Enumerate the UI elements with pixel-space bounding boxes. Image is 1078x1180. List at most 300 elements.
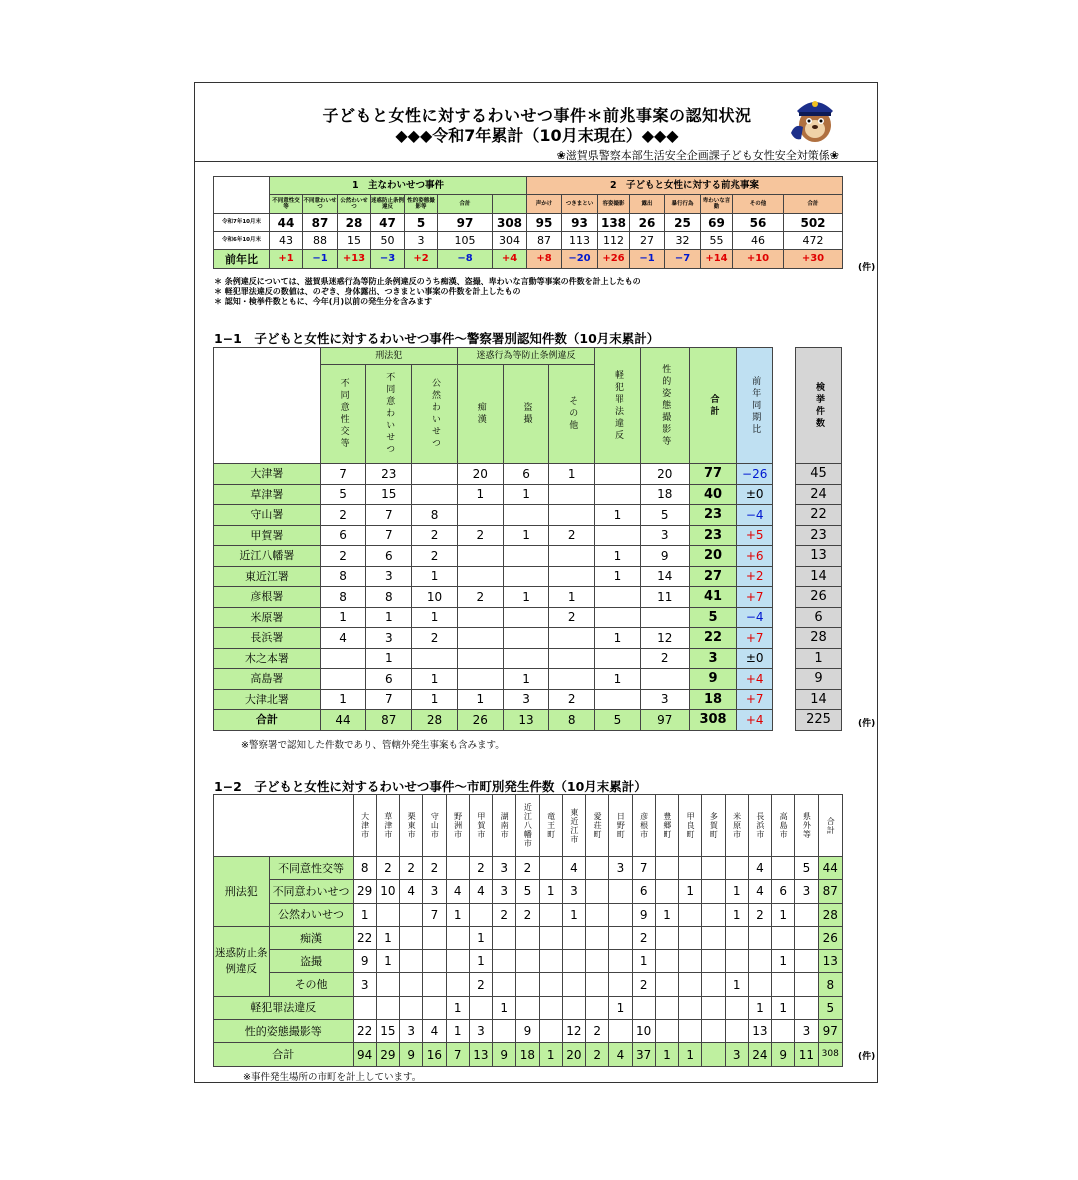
arrest-cell: 13 (796, 546, 842, 567)
summary-col-header: 合計 (784, 195, 843, 214)
city-cell (655, 973, 678, 996)
summary-group1: 1 主なわいせつ事件 (270, 177, 527, 195)
city-cell (679, 903, 702, 926)
city-cell: 5 (516, 880, 539, 903)
station-cell: 7 (320, 464, 366, 485)
summary-cell: 95 (527, 214, 562, 232)
station-cell: 1 (412, 607, 458, 628)
city-cell (400, 950, 423, 973)
station-name: 彦根署 (214, 587, 321, 608)
header-divider (195, 161, 877, 162)
summary-note: ＊ 軽犯罪法違反の数値は、のぞき、身体露出、つきまとい事案の件数を計上したもの (214, 287, 521, 296)
city-cell: 4 (748, 880, 771, 903)
station-total: 40 (689, 484, 737, 505)
station-name: 長浜署 (214, 628, 321, 649)
station-cell: 23 (366, 464, 412, 485)
station-cell: 5 (640, 505, 689, 526)
station-cell: 20 (640, 464, 689, 485)
city-header: 彦根市 (632, 795, 655, 857)
city-group-keiho: 刑法犯 (214, 857, 270, 927)
city-cell: 308 (818, 1043, 842, 1066)
summary-cell: 55 (701, 232, 733, 250)
city-cell (655, 1020, 678, 1043)
city-cell (725, 996, 748, 1019)
arrest-table (795, 347, 842, 731)
station-cell: 2 (412, 546, 458, 567)
city-header: 守山市 (423, 795, 446, 857)
group-keiho: 刑法犯 (320, 348, 457, 365)
city-cell (493, 926, 516, 949)
city-cell: 13 (818, 950, 842, 973)
station-cell: 1 (366, 648, 412, 669)
summary-col-header: 公然わいせつ (338, 195, 371, 214)
arrest-row (796, 505, 842, 526)
station-cell: 2 (320, 505, 366, 526)
summary-cell: 43 (270, 232, 303, 250)
city-cell (702, 996, 725, 1019)
station-cell: 1 (457, 689, 503, 710)
city-cell (748, 926, 771, 949)
station-cell (549, 484, 595, 505)
station-total: 22 (689, 628, 737, 649)
arrest-row (796, 587, 842, 608)
city-cell (679, 857, 702, 880)
arrest-row (796, 710, 842, 731)
station-name: 近江八幡署 (214, 546, 321, 567)
station-cell (549, 566, 595, 587)
city-cell: 1 (376, 926, 399, 949)
city-cell: 1 (725, 973, 748, 996)
section2-unit: (件) (858, 1052, 876, 1062)
summary-cell: +14 (701, 250, 733, 269)
city-header: 県外等 (795, 795, 818, 857)
station-row (214, 607, 773, 628)
station-yoy: ±0 (737, 648, 773, 669)
station-yoy: +4 (737, 710, 773, 731)
city-row-label: 合計 (214, 1043, 354, 1066)
summary-col-header: つきまとい (562, 195, 598, 214)
city-header: 合計 (818, 795, 842, 857)
city-cell: 5 (795, 857, 818, 880)
arrest-cell: 24 (796, 484, 842, 505)
city-cell: 4 (469, 880, 492, 903)
arrest-row (796, 566, 842, 587)
city-cell (655, 950, 678, 973)
station-cell (320, 669, 366, 690)
city-cell: 1 (632, 950, 655, 973)
summary-cell: 5 (405, 214, 438, 232)
summary-cell: 56 (733, 214, 784, 232)
station-name: 甲賀署 (214, 525, 321, 546)
city-header: 高島市 (772, 795, 795, 857)
city-row-label: 盗撮 (269, 950, 353, 973)
city-cell: 1 (772, 950, 795, 973)
summary-cell: +30 (784, 250, 843, 269)
city-cell: 1 (679, 880, 702, 903)
station-name: 草津署 (214, 484, 321, 505)
city-row (214, 880, 843, 903)
arrest-row (796, 689, 842, 710)
city-cell: 3 (609, 857, 632, 880)
city-cell: 6 (632, 880, 655, 903)
station-yoy: +4 (737, 669, 773, 690)
station-total: 9 (689, 669, 737, 690)
city-cell (702, 950, 725, 973)
city-row-label: 軽犯罪法違反 (214, 996, 354, 1019)
city-header: 栗東市 (400, 795, 423, 857)
city-cell (772, 857, 795, 880)
summary-row (214, 232, 843, 250)
station-cell: 8 (549, 710, 595, 731)
station-cell (595, 464, 641, 485)
city-cell: 18 (516, 1043, 539, 1066)
station-name: 合計 (214, 710, 321, 731)
station-yoy: +7 (737, 689, 773, 710)
summary-cell: −1 (630, 250, 665, 269)
station-cell: 3 (640, 689, 689, 710)
city-cell (516, 950, 539, 973)
station-total: 308 (689, 710, 737, 731)
city-cell: 3 (469, 1020, 492, 1043)
station-cell: 2 (549, 607, 595, 628)
page-subtitle: ◆◆◆令和7年累計（10月末現在）◆◆◆ (395, 126, 679, 145)
city-cell (493, 1020, 516, 1043)
city-cell: 2 (748, 903, 771, 926)
arrest-row (796, 669, 842, 690)
station-cell: 3 (640, 525, 689, 546)
page-title: 子どもと女性に対するわいせつ事件＊前兆事案の認知状況 (322, 106, 752, 125)
station-cell: 97 (640, 710, 689, 731)
city-row-label: 不同意わいせつ (269, 880, 353, 903)
city-cell: 4 (748, 857, 771, 880)
city-cell: 20 (562, 1043, 585, 1066)
station-cell: 1 (412, 669, 458, 690)
summary-col-header: 不同意性交等 (270, 195, 303, 214)
city-cell: 94 (353, 1043, 376, 1066)
station-cell (640, 669, 689, 690)
station-cell: 87 (366, 710, 412, 731)
station-yoy: +6 (737, 546, 773, 567)
city-cell (539, 857, 562, 880)
city-cell (586, 950, 609, 973)
section1-unit: (件) (858, 719, 876, 729)
city-cell (539, 996, 562, 1019)
summary-cell: 93 (562, 214, 598, 232)
station-cell: 5 (320, 484, 366, 505)
summary-cell: 69 (701, 214, 733, 232)
city-header: 愛荘町 (586, 795, 609, 857)
city-cell (446, 926, 469, 949)
summary-cell: −3 (371, 250, 405, 269)
station-cell: 8 (320, 587, 366, 608)
city-cell: 1 (679, 1043, 702, 1066)
city-cell (516, 926, 539, 949)
city-cell (562, 950, 585, 973)
group-meiwaku: 迷惑行為等防止条例違反 (457, 348, 594, 365)
city-cell (400, 996, 423, 1019)
station-cell: 2 (549, 525, 595, 546)
city-cell: 44 (818, 857, 842, 880)
city-cell: 1 (562, 903, 585, 926)
station-cell (549, 546, 595, 567)
station-yoy: ±0 (737, 484, 773, 505)
col-header: 不同意わいせつ (366, 365, 412, 464)
city-cell (562, 973, 585, 996)
station-cell (320, 648, 366, 669)
city-cell: 2 (493, 903, 516, 926)
city-cell (772, 973, 795, 996)
city-cell (748, 973, 771, 996)
city-cell: 4 (400, 880, 423, 903)
city-header: 甲良町 (679, 795, 702, 857)
city-cell (586, 903, 609, 926)
city-cell: 9 (516, 1020, 539, 1043)
city-row (214, 950, 843, 973)
station-total: 41 (689, 587, 737, 608)
summary-cell: 46 (733, 232, 784, 250)
city-header: 近江八幡市 (516, 795, 539, 857)
summary-row-label: 前年比 (214, 250, 270, 269)
station-cell: 1 (595, 546, 641, 567)
col-keihanzai: 軽犯罪法違反 (595, 348, 641, 464)
station-cell (503, 566, 549, 587)
city-cell (702, 903, 725, 926)
station-cell: 6 (366, 669, 412, 690)
col-header: その他 (549, 365, 595, 464)
city-header: 多賀町 (702, 795, 725, 857)
city-cell: 7 (423, 903, 446, 926)
city-cell: 10 (632, 1020, 655, 1043)
station-cell: 8 (366, 587, 412, 608)
city-cell: 2 (400, 857, 423, 880)
city-cell (376, 973, 399, 996)
col-header: 盗撮 (503, 365, 549, 464)
station-cell (549, 648, 595, 669)
city-cell: 7 (632, 857, 655, 880)
city-cell: 4 (423, 1020, 446, 1043)
summary-cell: 113 (562, 232, 598, 250)
city-cell (516, 973, 539, 996)
station-cell: 26 (457, 710, 503, 731)
city-row (214, 926, 843, 949)
summary-cell: 28 (338, 214, 371, 232)
city-cell: 29 (353, 880, 376, 903)
city-cell: 9 (632, 903, 655, 926)
city-cell (493, 973, 516, 996)
city-cell: 9 (772, 1043, 795, 1066)
station-cell: 3 (366, 628, 412, 649)
station-cell: 14 (640, 566, 689, 587)
station-cell: 7 (366, 505, 412, 526)
city-row-label: 性的姿態撮影等 (214, 1020, 354, 1043)
city-cell: 22 (353, 926, 376, 949)
city-cell (423, 926, 446, 949)
station-cell (503, 505, 549, 526)
station-total: 5 (689, 607, 737, 628)
city-cell (748, 950, 771, 973)
city-row (214, 996, 843, 1019)
arrest-cell: 14 (796, 566, 842, 587)
summary-row-label: 令和7年10月末 (214, 214, 270, 232)
city-corner (214, 795, 354, 857)
city-cell (702, 857, 725, 880)
city-cell (376, 996, 399, 1019)
city-cell: 1 (772, 996, 795, 1019)
summary-col-header: 暴行行為 (665, 195, 701, 214)
station-cell: 13 (503, 710, 549, 731)
summary-col-header: 卑わいな言動 (701, 195, 733, 214)
station-row (214, 587, 773, 608)
station-cell: 2 (320, 546, 366, 567)
station-cell: 1 (595, 566, 641, 587)
station-total-row (214, 710, 773, 731)
summary-cell: −20 (562, 250, 598, 269)
station-total: 27 (689, 566, 737, 587)
arrest-cell: 22 (796, 505, 842, 526)
summary-cell: 87 (527, 232, 562, 250)
summary-cell: −7 (665, 250, 701, 269)
station-name: 大津北署 (214, 689, 321, 710)
station-cell: 1 (595, 505, 641, 526)
city-total-row (214, 1043, 843, 1066)
police-mascot-icon (789, 93, 837, 145)
col-shitai: 性的姿態撮影等 (640, 348, 689, 464)
city-cell: 4 (446, 880, 469, 903)
city-cell: 37 (632, 1043, 655, 1066)
city-cell (400, 973, 423, 996)
arrest-header: 検挙件数 (796, 348, 842, 464)
summary-col-header: 不同意わいせつ (303, 195, 338, 214)
city-cell: 9 (353, 950, 376, 973)
station-cell: 7 (366, 689, 412, 710)
city-cell (772, 926, 795, 949)
summary-cell: 3 (405, 232, 438, 250)
city-group-meiwaku: 迷惑防止条例違反 (214, 926, 270, 996)
col-header: 不同意性交等 (320, 365, 366, 464)
summary-cell: 97 (438, 214, 493, 232)
city-cell (679, 996, 702, 1019)
city-cell (795, 996, 818, 1019)
summary-cell: 15 (338, 232, 371, 250)
summary-col-header (493, 195, 527, 214)
city-cell: 2 (516, 903, 539, 926)
station-cell: 2 (457, 587, 503, 608)
city-cell (586, 880, 609, 903)
city-cell: 15 (376, 1020, 399, 1043)
city-header: 長浜市 (748, 795, 771, 857)
city-cell: 2 (586, 1043, 609, 1066)
city-header: 東近江市 (562, 795, 585, 857)
arrest-cell: 1 (796, 648, 842, 669)
city-cell: 87 (818, 880, 842, 903)
city-cell (725, 857, 748, 880)
summary-col-header: 声かけ (527, 195, 562, 214)
city-cell (586, 996, 609, 1019)
summary-cell: +1 (270, 250, 303, 269)
summary-table (213, 176, 843, 269)
city-cell: 1 (493, 996, 516, 1019)
city-cell: 3 (423, 880, 446, 903)
station-cell (595, 607, 641, 628)
city-cell (725, 926, 748, 949)
station-cell: 1 (595, 669, 641, 690)
summary-note: ＊ 認知・検挙件数ともに、今年(月)以前の発生分を含みます (214, 297, 433, 306)
city-cell: 2 (376, 857, 399, 880)
city-cell: 3 (400, 1020, 423, 1043)
city-cell (539, 926, 562, 949)
summary-cell: +4 (493, 250, 527, 269)
city-cell (586, 926, 609, 949)
city-cell: 4 (609, 1043, 632, 1066)
city-cell: 1 (748, 996, 771, 1019)
section1-title: 1−1 子どもと女性に対するわいせつ事件〜警察署別認知件数（10月末累計） (214, 331, 660, 346)
city-cell (655, 996, 678, 1019)
station-name: 高島署 (214, 669, 321, 690)
city-header: 湖南市 (493, 795, 516, 857)
arrest-cell: 225 (796, 710, 842, 731)
station-cell: 2 (640, 648, 689, 669)
city-header: 草津市 (376, 795, 399, 857)
station-cell: 2 (412, 628, 458, 649)
summary-cell: 105 (438, 232, 493, 250)
city-cell: 9 (400, 1043, 423, 1066)
city-cell: 3 (795, 880, 818, 903)
city-cell: 2 (632, 926, 655, 949)
city-row (214, 857, 843, 880)
city-cell: 12 (562, 1020, 585, 1043)
station-cell: 20 (457, 464, 503, 485)
arrest-row (796, 546, 842, 567)
station-yoy: +5 (737, 525, 773, 546)
station-name: 大津署 (214, 464, 321, 485)
city-header: 甲賀市 (469, 795, 492, 857)
summary-cell: 25 (665, 214, 701, 232)
station-cell: 2 (549, 689, 595, 710)
city-cell (609, 1020, 632, 1043)
summary-cell: 32 (665, 232, 701, 250)
city-cell (446, 973, 469, 996)
summary-row-label: 令和6年10月末 (214, 232, 270, 250)
arrest-row (796, 628, 842, 649)
city-cell (539, 903, 562, 926)
city-header: 日野町 (609, 795, 632, 857)
city-header-row (214, 795, 843, 857)
city-cell (609, 903, 632, 926)
station-cell (595, 689, 641, 710)
arrest-row (796, 648, 842, 669)
city-cell (469, 903, 492, 926)
city-header: 野洲市 (446, 795, 469, 857)
city-cell (423, 973, 446, 996)
city-cell (679, 1020, 702, 1043)
summary-col-header: その他 (733, 195, 784, 214)
station-cell: 6 (366, 546, 412, 567)
station-cell (457, 648, 503, 669)
station-total: 23 (689, 505, 737, 526)
summary-cell: +2 (405, 250, 438, 269)
station-cell: 6 (503, 464, 549, 485)
station-name: 米原署 (214, 607, 321, 628)
org-name: ❀滋賀県警察本部生活安全企画課子ども女性安全対策係❀ (556, 149, 839, 162)
station-yoy: +2 (737, 566, 773, 587)
station-cell (412, 484, 458, 505)
city-cell (795, 903, 818, 926)
station-cell: 1 (412, 566, 458, 587)
city-row-label: 痴漢 (269, 926, 353, 949)
station-cell (503, 607, 549, 628)
city-cell (609, 880, 632, 903)
arrest-cell: 23 (796, 525, 842, 546)
